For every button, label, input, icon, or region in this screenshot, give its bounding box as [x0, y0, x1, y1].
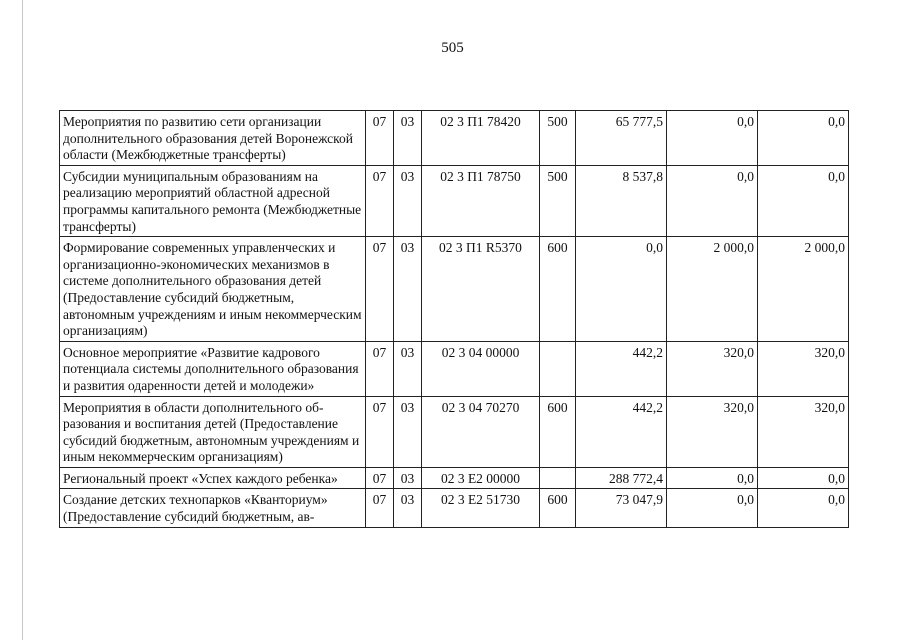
amount-year-3: 0,0 — [758, 165, 849, 236]
expense-type-code: 600 — [540, 237, 576, 342]
table-row — [60, 165, 849, 236]
table-row — [60, 341, 849, 396]
amount-year-1: 65 777,5 — [576, 111, 667, 166]
amount-year-3: 320,0 — [758, 341, 849, 396]
section-code: 07 — [366, 341, 394, 396]
section-code: 07 — [366, 489, 394, 527]
scan-edge-line — [22, 0, 23, 640]
target-article-code: 02 3 04 00000 — [422, 341, 540, 396]
row-name: Создание детских технопарков «Кванториум» (Предоставление субсидий бюджетным, ав- — [60, 489, 366, 527]
subsection-code: 03 — [394, 237, 422, 342]
expense-type-code: 600 — [540, 396, 576, 467]
section-code: 07 — [366, 396, 394, 467]
section-code: 07 — [366, 237, 394, 342]
expense-type-code — [540, 467, 576, 489]
section-code: 07 — [366, 467, 394, 489]
amount-year-2: 0,0 — [667, 165, 758, 236]
section-code: 07 — [366, 165, 394, 236]
page-number: 505 — [441, 40, 464, 56]
target-article-code: 02 3 П1 78420 — [422, 111, 540, 166]
target-article-code: 02 3 Е2 00000 — [422, 467, 540, 489]
amount-year-3: 0,0 — [758, 489, 849, 527]
section-code: 07 — [366, 111, 394, 166]
table-row — [60, 489, 849, 527]
amount-year-1: 8 537,8 — [576, 165, 667, 236]
amount-year-2: 2 000,0 — [667, 237, 758, 342]
target-article-code: 02 3 П1 78750 — [422, 165, 540, 236]
amount-year-3: 320,0 — [758, 396, 849, 467]
subsection-code: 03 — [394, 165, 422, 236]
table-row — [60, 237, 849, 342]
subsection-code: 03 — [394, 467, 422, 489]
amount-year-3: 2 000,0 — [758, 237, 849, 342]
target-article-code: 02 3 П1 R5370 — [422, 237, 540, 342]
row-name: Мероприятия по развитию сети организации дополнительного образования детей Воронежской области (Межбюджетные трансферты) — [60, 111, 366, 166]
amount-year-2: 0,0 — [667, 111, 758, 166]
subsection-code: 03 — [394, 396, 422, 467]
amount-year-2: 320,0 — [667, 396, 758, 467]
expense-type-code: 500 — [540, 165, 576, 236]
amount-year-1: 442,2 — [576, 396, 667, 467]
row-name: Региональный проект «Успех каждого ребенка» — [60, 467, 366, 489]
subsection-code: 03 — [394, 489, 422, 527]
budget-table — [59, 110, 849, 528]
target-article-code: 02 3 04 70270 — [422, 396, 540, 467]
row-name: Мероприятия в области дополнительного образования и воспитания детей (Предоставление субсидий бюджетным, автономным учреждениям и иным некоммерческим организациям) — [60, 396, 366, 467]
row-name: Основное мероприятие «Развитие кадрового потенциала системы дополнительного образования и развития одаренности детей и молодежи» — [60, 341, 366, 396]
subsection-code: 03 — [394, 111, 422, 166]
table-row — [60, 467, 849, 489]
expense-type-code: 500 — [540, 111, 576, 166]
amount-year-1: 73 047,9 — [576, 489, 667, 527]
table-row — [60, 396, 849, 467]
subsection-code: 03 — [394, 341, 422, 396]
row-name: Субсидии муниципальным образованиям на реализацию мероприятий областной адресной программы капитального ремонта (Межбюджетные трансферты) — [60, 165, 366, 236]
expense-type-code — [540, 341, 576, 396]
amount-year-1: 288 772,4 — [576, 467, 667, 489]
table-row — [60, 111, 849, 166]
target-article-code: 02 3 Е2 51730 — [422, 489, 540, 527]
amount-year-1: 442,2 — [576, 341, 667, 396]
amount-year-3: 0,0 — [758, 111, 849, 166]
amount-year-2: 0,0 — [667, 467, 758, 489]
amount-year-3: 0,0 — [758, 467, 849, 489]
amount-year-1: 0,0 — [576, 237, 667, 342]
row-name: Формирование современных управленческих и организационно-экономических механизмов в системе дополнительного образования детей (Предоставление субсидий бюджетным, автономным учреждениям и иным некоммерческим организациям) — [60, 237, 366, 342]
expense-type-code: 600 — [540, 489, 576, 527]
amount-year-2: 0,0 — [667, 489, 758, 527]
amount-year-2: 320,0 — [667, 341, 758, 396]
